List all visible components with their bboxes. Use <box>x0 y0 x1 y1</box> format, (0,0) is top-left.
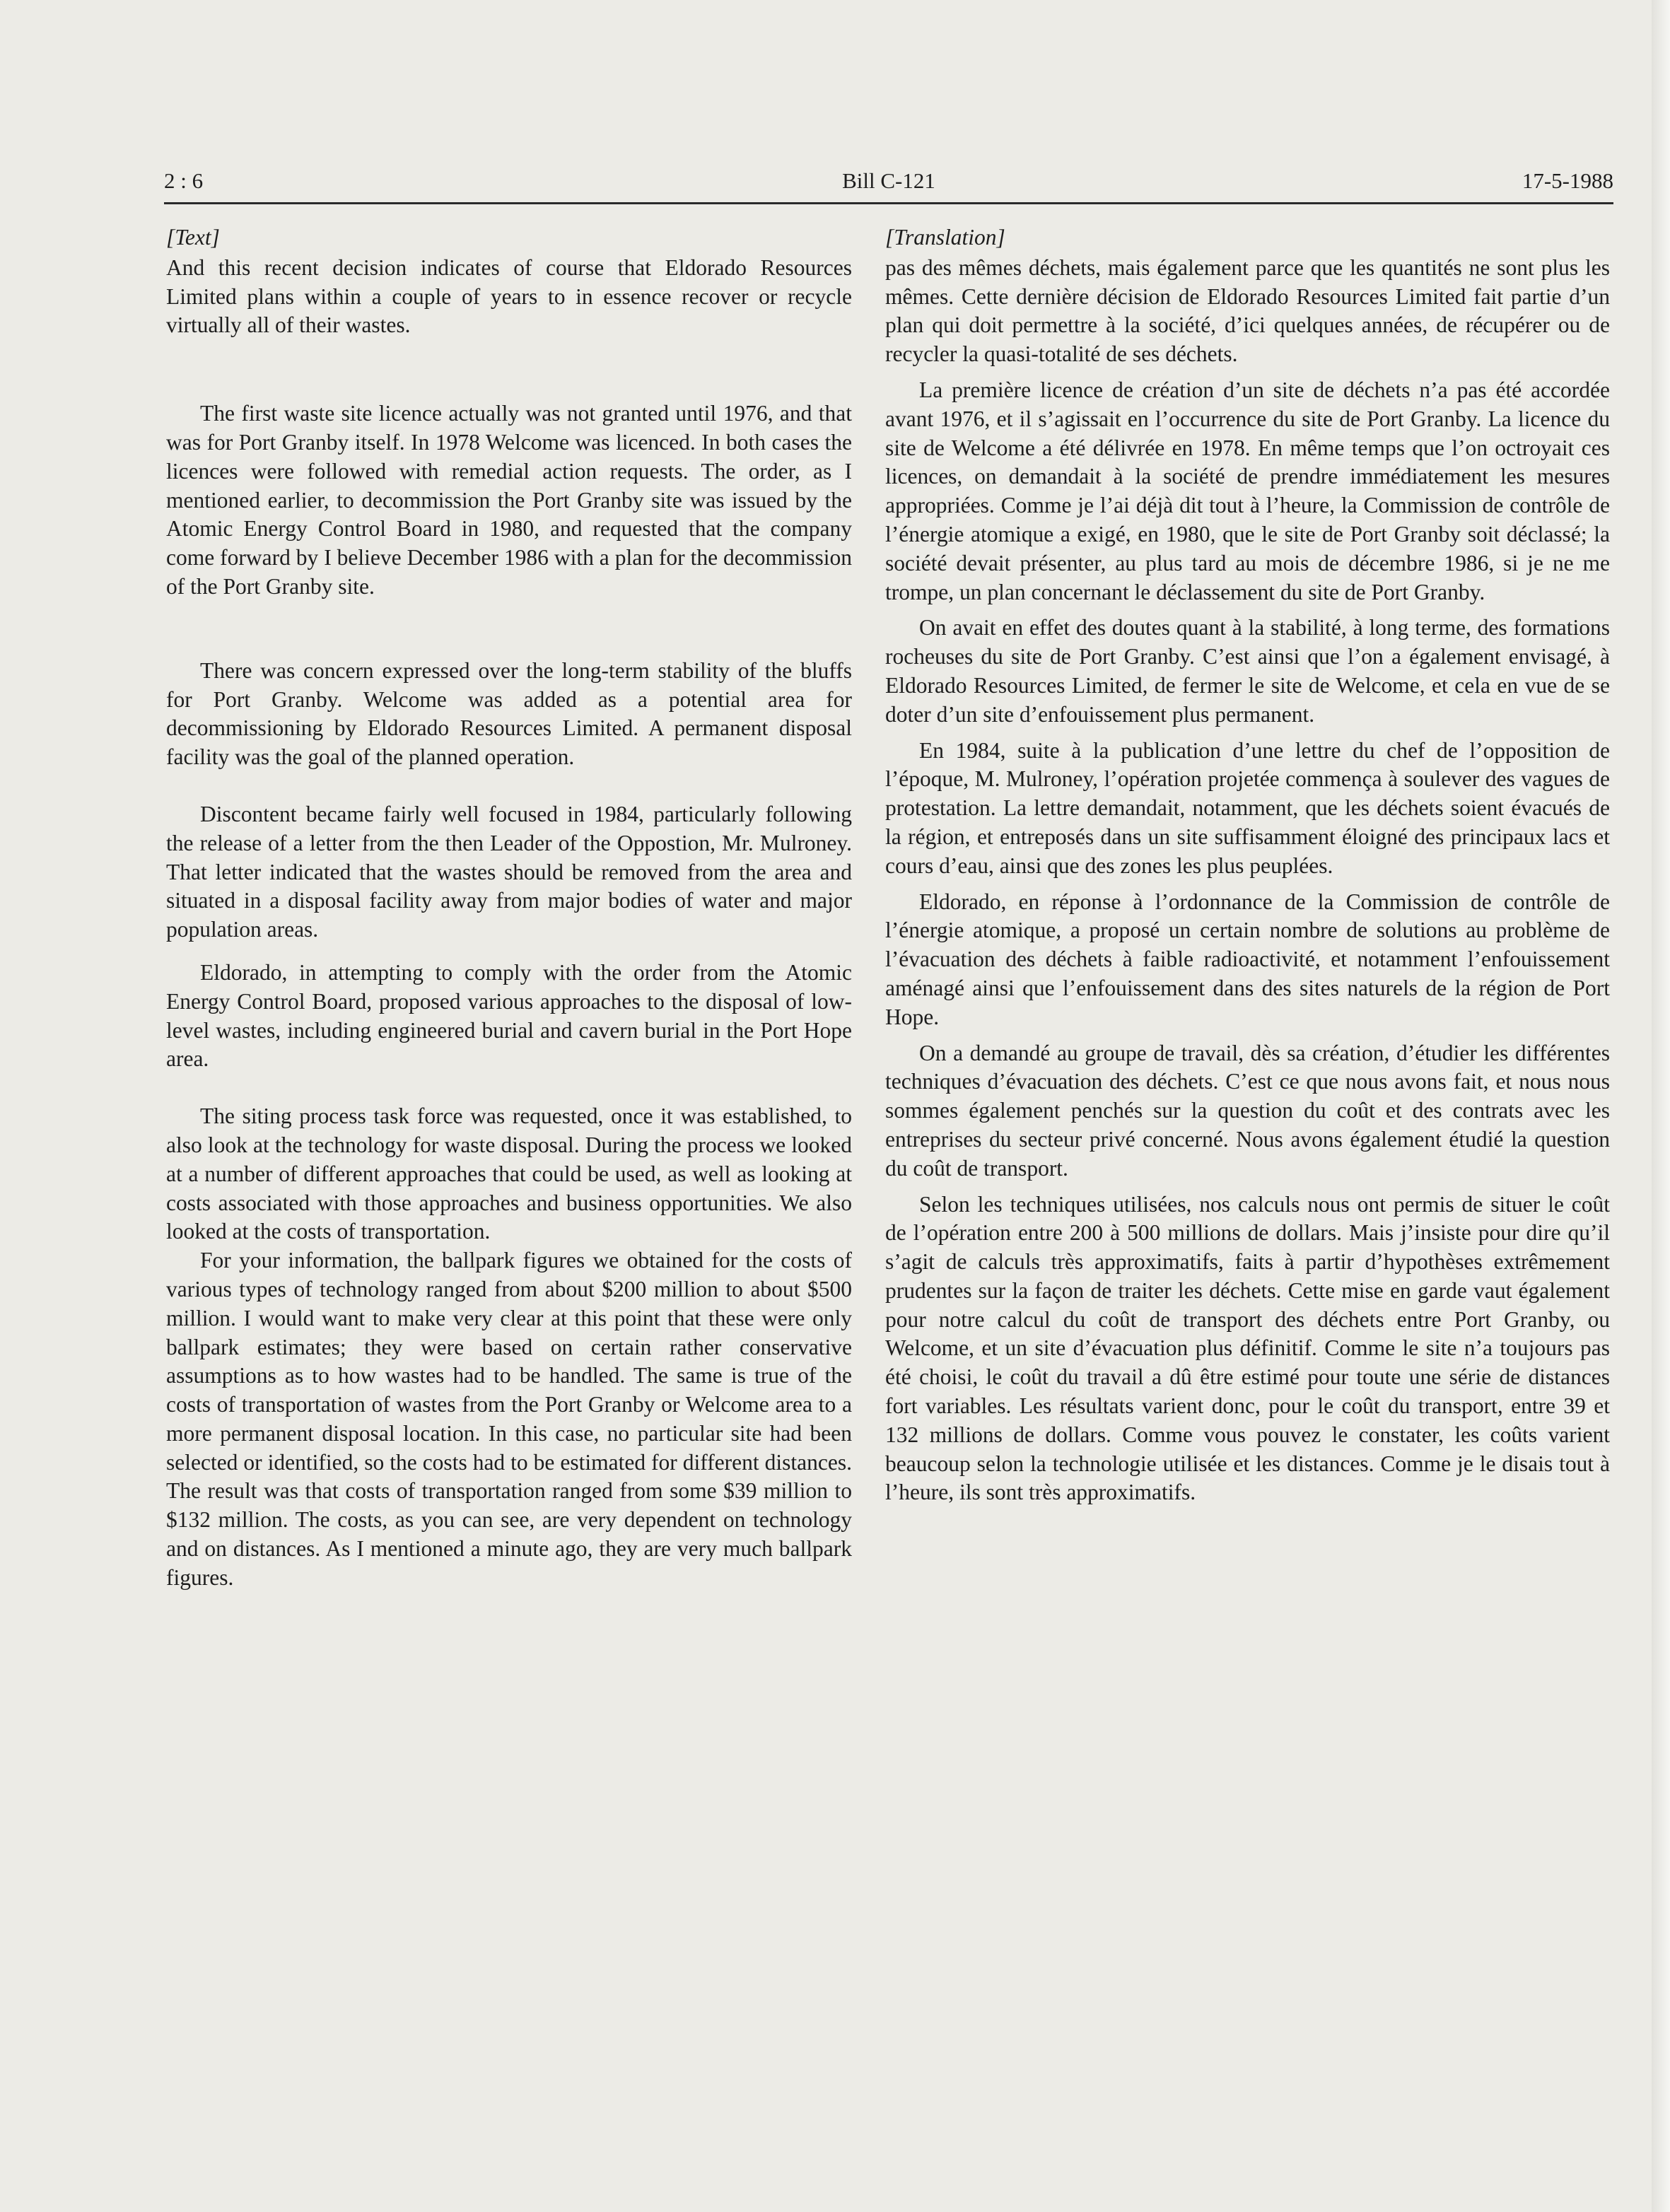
paragraph: Eldorado, en réponse à l’ordonnance de la Commission de contrôle de l’énergie atomique, a proposé un certain nombre de solutions au problème de l’évacuation des déchets à faible radioactivité, et notamment l’enfouissement aménagé ainsi que l’enfouissement dans des sites naturels de la région de Port Hope. <box>885 889 1610 1029</box>
paragraph: pas des mêmes déchets, mais également parce que les quantités ne sont plus les mêmes. Cette dernière décision de Eldorado Resources Limited fait partie d’un plan qui doit permettre à la société, d’ici quelques années, de récupérer ou de recycler la quasi-totalité de ses déchets. <box>885 254 1610 367</box>
english-text-column <box>166 223 852 1593</box>
paragraph: There was concern expressed over the long-term stability of the bluffs for Port Granby. Welcome was added as a potential area for decommissioning by Eldorado Resources Limited. A permanent disposal facility was the goal of the planned operation. <box>166 657 852 770</box>
paragraph: The first waste site licence actually was not granted until 1976, and that was for Port Granby itself. In 1978 Welcome was licenced. In both cases the licences were followed with remedial action requests. The order, as I mentioned earlier, to decommission the Port Granby site was issued by the Atomic Energy Control Board in 1980, and requested that the company come forward by I believe December 1986 with a plan for the decommission of the Port Granby site. <box>166 401 852 599</box>
paragraph: Selon les techniques utilisées, nos calculs nous ont permis de situer le coût de l’opération entre 200 à 500 millions de dollars. Mais j’insiste pour dire qu’il s’agit de calculs très approximatifs, faits à partir d’hypothèses extrêmement prudentes sur la façon de traiter les déchets. Cette mise en garde vaut également pour notre calcul du coût de transport des déchets entre Port Granby, ou Welcome, et un site d’évacuation plus définitif. Comme le site n’a toujours pas été choisi, le coût du travail a dû être estimé pour toute une série de distances fort variables. Les résultats varient donc, pour le coût du transport, entre 39 et 132 millions de dollars. Comme vous pouvez le constater, les coûts varient beaucoup selon la technologie utilisée et les distances. Comme je le disais tout à l’heure, ils sont très approximatifs. <box>885 1191 1610 1505</box>
page-header <box>164 168 1613 202</box>
paragraph: On avait en effet des doutes quant à la stabilité, à long terme, des formations rocheuses du site de Port Granby. C’est ainsi que l’on a également envisagé, à Eldorado Resources Limited, de fermer le site de Welcome, et cela en vue de se doter d’un site d’enfouissement plus permanent. <box>885 615 1610 727</box>
paragraph: La première licence de création d’un site de déchets n’a pas été accordée avant 1976, et il s’agissait en l’occurrence du site de Port Granby. La licence du site de Welcome a été délivrée en 1978. En même temps que l’on octroyait ces licences, on demandait à la société de prendre immédiatement les mesures appropriées. Comme je l’ai déjà dit tout à l’heure, la Commission de contrôle de l’énergie atomique a exigé, en 1980, que le site de Port Granby soit déclassé; la société devait présenter, au plus tard au mois de décembre 1986, si je ne me trompe, un plan concernant le déclassement du site de Port Granby. <box>885 377 1610 604</box>
paragraph: Discontent became fairly well focused in 1984, particularly following the release of a letter from the then Leader of the Oppostion, Mr. Mulroney. That letter indicated that the wastes should be removed from the area and situated in a disposal facility away from major bodies of water and major population areas. <box>166 801 852 942</box>
paragraph: And this recent decision indicates of course that Eldorado Resources Limited plans within a couple of years to in essence recover or recycle virtually all of their wastes. <box>166 254 852 338</box>
paragraph: Eldorado, in attempting to comply with the order from the Atomic Energy Control Board, proposed various approaches to the disposal of low-level wastes, including engineered burial and cavern burial in the Port Hope area. <box>166 959 852 1072</box>
french-translation-column <box>885 223 1610 1507</box>
page-edge <box>1652 0 1670 2212</box>
paragraph: For your information, the ballpark figures we obtained for the costs of various types of technology ranged from about $200 million to about $500 million. I would want to make very clear at this point that these were only ballpark estimates; they were based on certain rather conservative assumptions as to how wastes had to be handled. The same is true of the costs of transportation of wastes from the Port Granby or Welcome area to a more permanent disposal location. In this case, no particular site had been selected or identified, so the costs had to be estimated for different distances. The result was that costs of transportation ranged from some $39 million to $132 million. The costs, as you can see, are very dependent on technology and on distances. As I mentioned a minute ago, they are very much ballpark figures. <box>166 1248 852 1590</box>
paragraph: On a demandé au groupe de travail, dès sa création, d’étudier les différentes techniques d’évacuation des déchets. C’est ce que nous avons fait, et nous nous sommes également penchés sur la question du coût et des contrats avec les entreprises du secteur privé concerné. Nous avons également étudié la question du coût de transport. <box>885 1040 1610 1181</box>
paragraph: En 1984, suite à la publication d’une lettre du chef de l’opposition de l’époque, M. Mulroney, l’opération projetée commença à soulever des vagues de protestation. La lettre demandait, notamment, que les déchets soient évacués de la région, et entreposés dans un site suffisamment éloigné des principaux lacs et cours d’eau, ainsi que des zones les plus peuplées. <box>885 737 1610 878</box>
text-label: [Text] <box>166 225 220 250</box>
sitting-date: 17-5-1988 <box>1522 168 1613 193</box>
header-rule <box>164 202 1613 204</box>
translation-label: [Translation] <box>885 225 1005 250</box>
page-number: 2 : 6 <box>164 168 204 193</box>
paragraph: The siting process task force was requested, once it was established, to also look at the technology for waste disposal. During the process we looked at a number of different approaches that could be used, as well as looking at costs associated with those approaches and business opportunities. We also looked at the costs of transportation. <box>166 1104 852 1244</box>
bill-title: Bill C-121 <box>842 168 935 193</box>
